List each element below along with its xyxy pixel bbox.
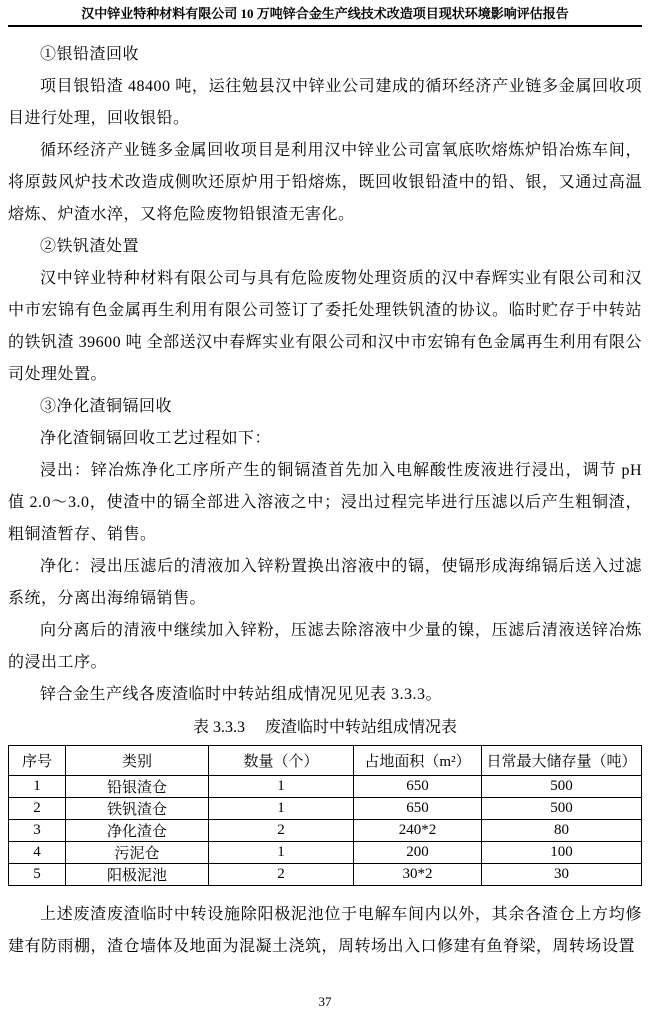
table-row [9,820,642,842]
document-body [8,39,642,711]
table-cell: 4 [9,842,66,864]
table-cell: 100 [482,842,642,864]
table-row [9,776,642,798]
table-cell: 污泥仓 [66,842,209,864]
table-cell: 200 [354,842,482,864]
table-header-cell: 数量（个） [209,746,354,776]
table-header-cell: 占地面积（m²） [354,746,482,776]
waste-transfer-station-table [8,745,642,886]
table-header-cell: 日常最大储存量（吨） [482,746,642,776]
table-cell: 500 [482,798,642,820]
table-cell: 净化渣仓 [66,820,209,842]
table-cell: 5 [9,864,66,886]
table-cell: 1 [209,842,354,864]
paragraph: 净化：浸出压滤后的清液加入锌粉置换出溶液中的镉，使镉形成海绵镉后送入过滤系统，分离出海绵镉销售。 [8,558,642,607]
paragraph: 项目银铅渣 48400 吨，运往勉县汉中锌业公司建成的循环经济产业链多金属回收项目进行处理，回收银铅。 [8,78,642,127]
table-cell: 500 [482,776,642,798]
table-cell: 240*2 [354,820,482,842]
section-heading-iron-vanadium-slag: ②铁钒渣处置 [40,238,140,255]
table-cell: 30 [482,864,642,886]
table-cell: 650 [354,798,482,820]
table-caption-title: 废渣临时中转站组成情况表 [265,719,458,736]
table-caption-number: 表 3.3.3 [192,719,245,736]
paragraph: 循环经济产业链多金属回收项目是利用汉中锌业公司富氧底吹熔炼炉铅冶炼车间，将原鼓风炉技术改造成侧吹还原炉用于铅熔炼，既回收银铅渣中的铅、银，又通过高温熔炼、炉渣水淬，又将危险废物铅银渣无害化。 [8,142,642,223]
paragraph: 汉中锌业特种材料有限公司与具有危险废物处理资质的汉中春辉实业有限公司和汉中市宏锦有色金属再生利用有限公司签订了委托处理铁钒渣的协议。临时贮存于中转站的铁钒渣 39600 吨 全部送汉中春辉实业有限公司和汉中市宏锦有色金属再生利用有限公司处理处置。 [8,270,642,383]
table-cell: 2 [209,820,354,842]
table-cell: 1 [9,776,66,798]
table-cell: 1 [209,798,354,820]
section-heading-lead-silver-slag: ①银铅渣回收 [40,46,140,63]
paragraph: 上述废渣废渣临时中转设施除阳极泥池位于电解车间内以外，其余各渣仓上方均修建有防雨棚，渣仓墙体及地面为混凝土浇筑，周转场出入口修建有鱼脊梁，周转场设置 [8,906,642,955]
header-divider [8,25,642,27]
table-header-row [9,746,642,776]
paragraph: 向分离后的清液中继续加入锌粉，压滤去除溶液中少量的镍，压滤后清液送锌冶炼的浸出工序。 [8,622,642,671]
table-cell: 80 [482,820,642,842]
paragraph: 浸出：锌冶炼净化工序所产生的铜镉渣首先加入电解酸性废液进行浸出，调节 pH 值 2.0～3.0，使渣中的镉全部进入溶液之中；浸出过程完毕进行压滤以后产生粗铜渣，粗铜渣暂存、销售。 [8,462,642,543]
table-cell: 650 [354,776,482,798]
table-row [9,798,642,820]
table-header-cell: 序号 [9,746,66,776]
table-cell: 铅银渣仓 [66,776,209,798]
table-caption [8,711,642,745]
table-cell: 1 [209,776,354,798]
document-header-title: 汉中锌业特种材料有限公司 10 万吨锌合金生产线技术改造项目现状环境影响评估报告 [81,6,569,21]
paragraph: 锌合金生产线各废渣临时中转站组成情况见见表 3.3.3。 [40,686,443,703]
table-cell: 铁钒渣仓 [66,798,209,820]
table-cell: 2 [9,798,66,820]
table-cell: 2 [209,864,354,886]
table-row [9,864,642,886]
paragraph: 净化渣铜镉回收工艺过程如下： [40,430,272,447]
section-heading-purification-slag: ③净化渣铜镉回收 [40,398,173,415]
table-cell: 3 [9,820,66,842]
page-number: 37 [318,994,332,1009]
table-row [9,842,642,864]
table-header-cell: 类别 [66,746,209,776]
table-cell: 阳极泥池 [66,864,209,886]
table-cell: 30*2 [354,864,482,886]
